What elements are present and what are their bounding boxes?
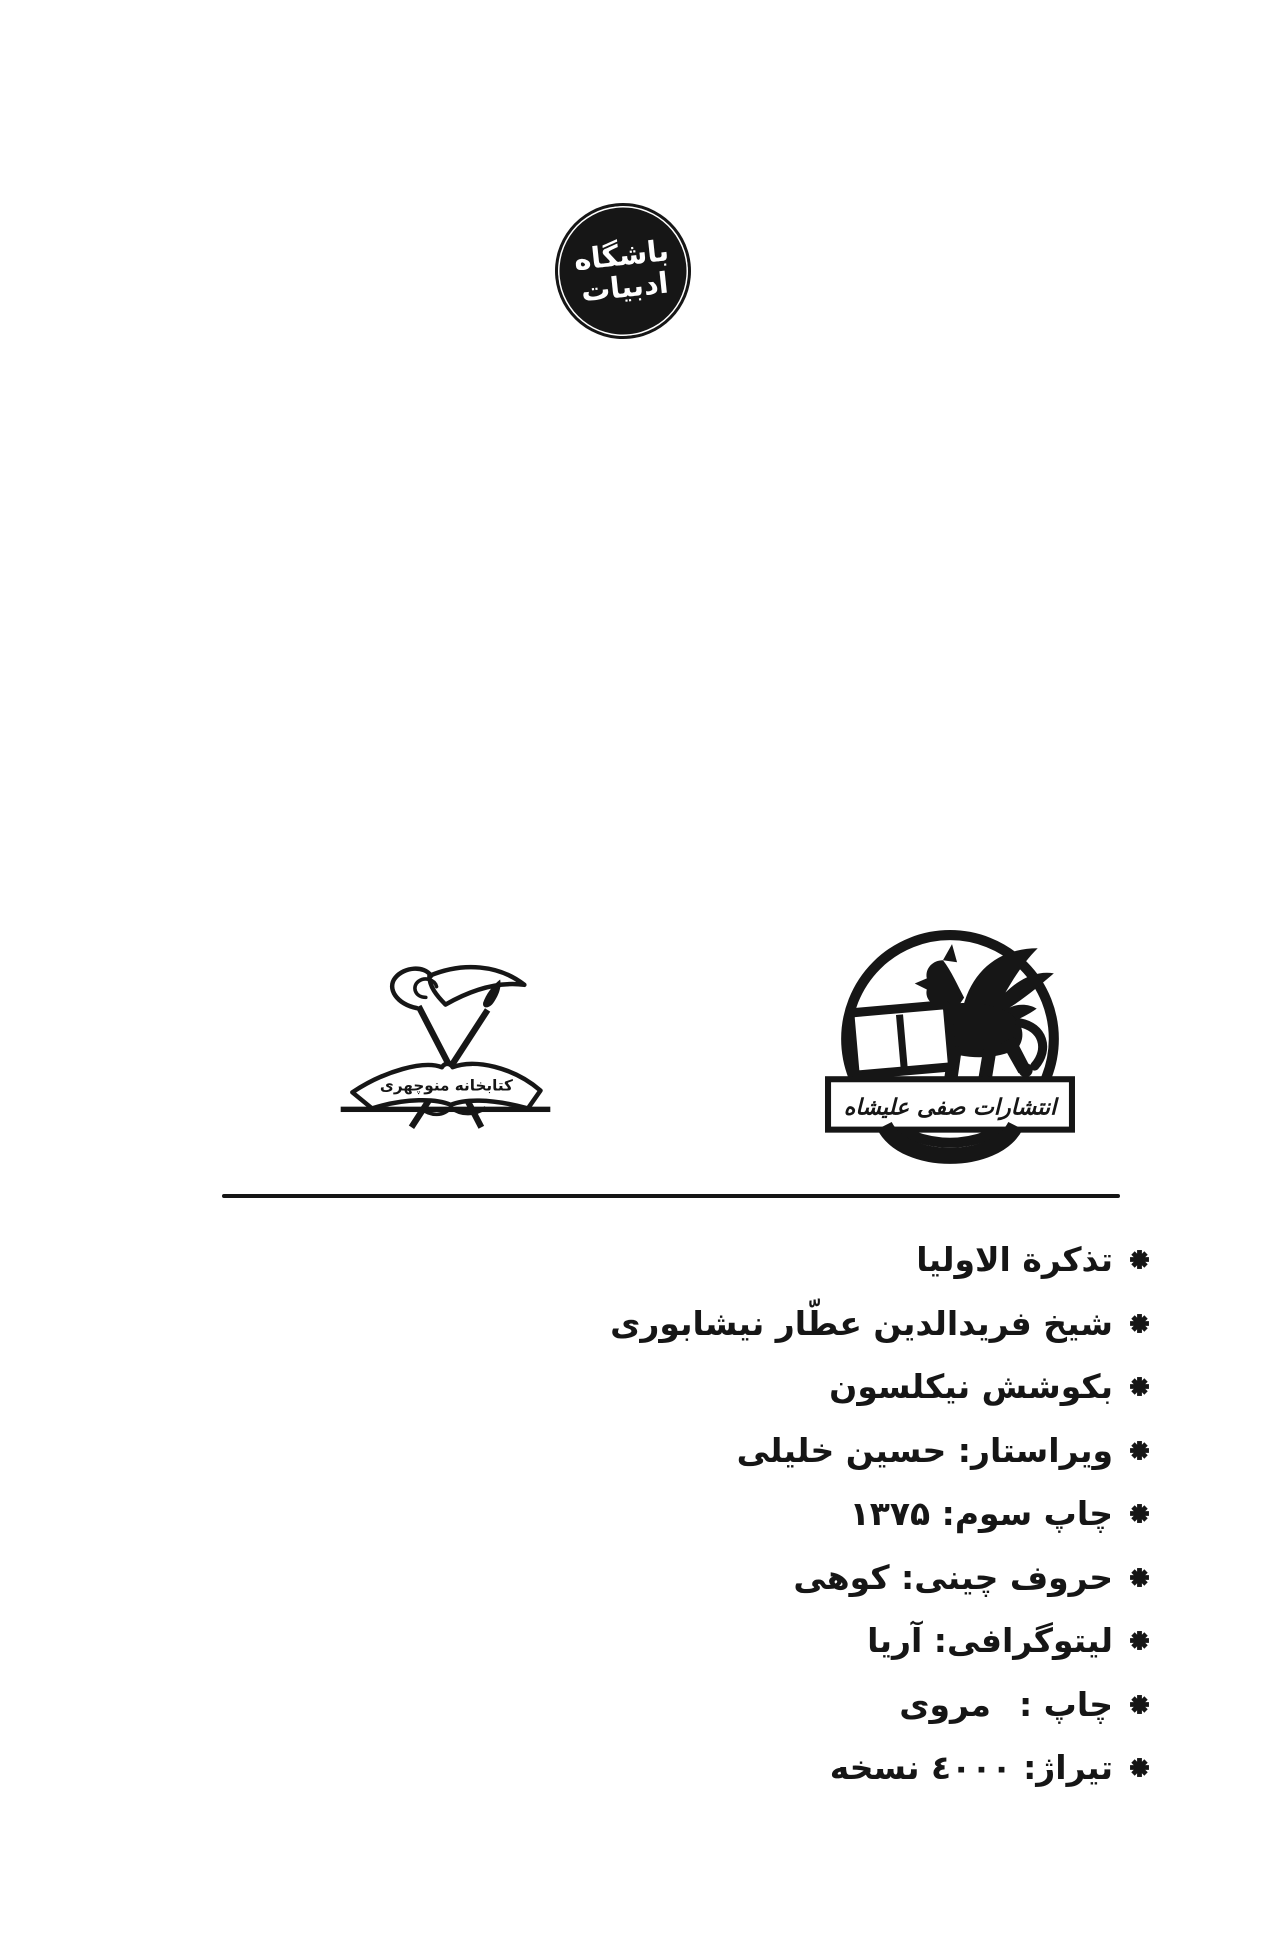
literature-club-stamp-icon	[552, 200, 695, 343]
publisher-banner-label: انتشارات صفی علیشاه	[843, 1094, 1057, 1121]
asterisk-bullet-icon	[1129, 1440, 1150, 1461]
colophon-list	[510, 1228, 1150, 1800]
asterisk-bullet-icon	[1129, 1249, 1150, 1270]
colophon-text: چاپ سوم: ۱۳۷۵	[849, 1494, 1113, 1534]
asterisk-bullet-icon	[1129, 1567, 1150, 1588]
colophon-text: تذکرة الاولیا	[916, 1240, 1113, 1280]
colophon-item-typesetting	[510, 1546, 1150, 1610]
asterisk-bullet-icon	[1129, 1757, 1150, 1778]
asterisk-bullet-icon	[1129, 1630, 1150, 1651]
colophon-item-editor-nicholson	[510, 1355, 1150, 1419]
colophon-text: بکوشش نیکلسون	[829, 1367, 1113, 1407]
publisher-emblem	[824, 926, 1076, 1177]
colophon-text: تیراژ: ٤٠٠٠ نسخه	[829, 1748, 1113, 1788]
colophon-text: شیخ فریدالدین عطّار نیشابوری	[610, 1303, 1113, 1343]
colophon-text: حروف چینی: کوهی	[793, 1557, 1113, 1597]
colophon-item-print-run	[510, 1736, 1150, 1800]
colophon-text: ویراستار: حسین خلیلی	[736, 1430, 1113, 1470]
asterisk-bullet-icon	[1129, 1503, 1150, 1524]
library-emblem-label: کتابخانه منوچهری	[379, 1076, 513, 1095]
colophon-item-copyeditor	[510, 1419, 1150, 1483]
colophon-item-author	[510, 1292, 1150, 1356]
colophon-text: چاپ : مروی	[899, 1684, 1113, 1724]
winged-lion-book-icon	[824, 926, 1076, 1173]
colophon-item-printer	[510, 1673, 1150, 1737]
asterisk-bullet-icon	[1129, 1376, 1150, 1397]
stamp-line-2: ادبیات	[579, 265, 671, 309]
colophon-text: لیتوگرافی: آریا	[867, 1621, 1113, 1661]
asterisk-bullet-icon	[1129, 1313, 1150, 1334]
colophon-item-title	[510, 1228, 1150, 1292]
stamp-line-1: باشگاه	[572, 232, 671, 277]
colophon-item-lithography	[510, 1609, 1150, 1673]
asterisk-bullet-icon	[1129, 1694, 1150, 1715]
library-emblem	[338, 956, 553, 1135]
torch-pen-open-book-icon	[338, 956, 553, 1131]
colophon-item-edition-year	[510, 1482, 1150, 1546]
divider-rule	[222, 1194, 1120, 1198]
